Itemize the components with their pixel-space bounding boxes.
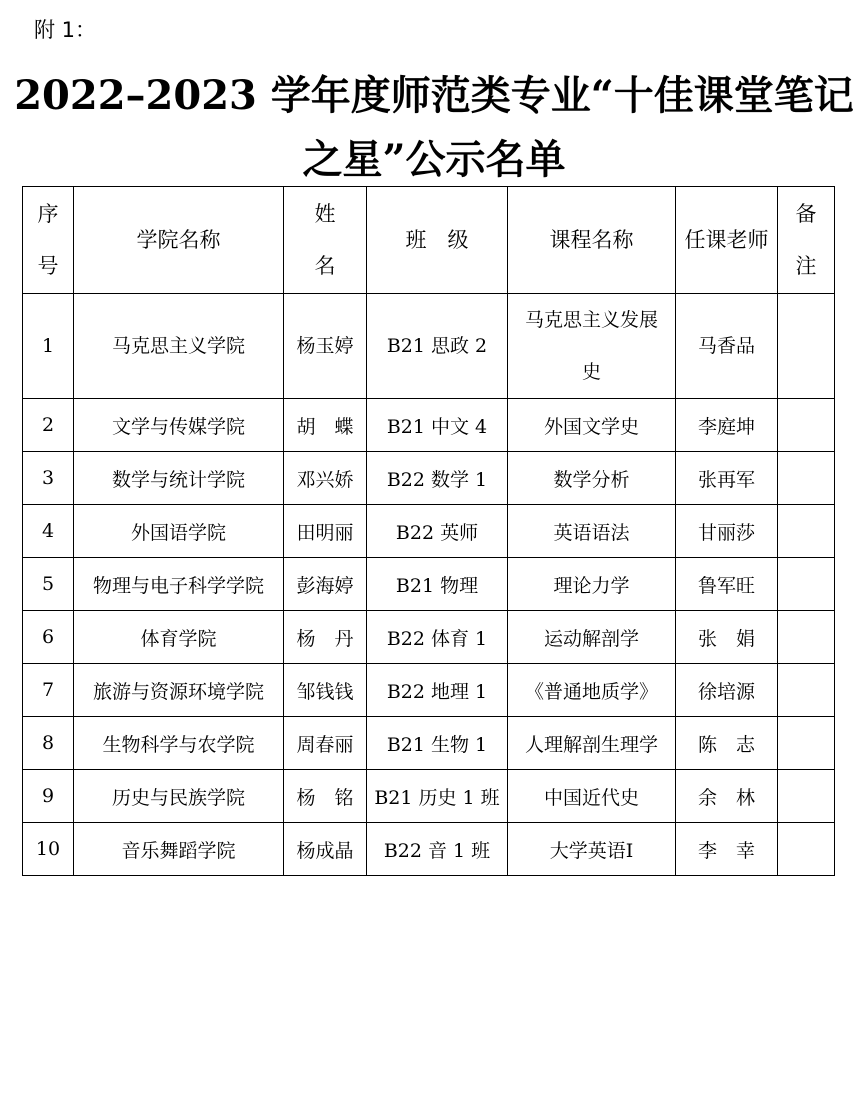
cell-seq: 8 <box>23 717 74 770</box>
cell-remark <box>778 770 835 823</box>
cell-remark <box>778 294 835 399</box>
cell-seq: 2 <box>23 399 74 452</box>
page-title-line-1: 2022–2023 学年度师范类专业“十佳课堂笔记 <box>14 72 854 119</box>
cell-college: 音乐舞蹈学院 <box>74 823 284 876</box>
cell-teacher: 陈 志 <box>676 717 778 770</box>
cell-teacher: 余 林 <box>676 770 778 823</box>
cell-college: 物理与电子科学学院 <box>74 558 284 611</box>
cell-remark <box>778 558 835 611</box>
cell-course: 《普通地质学》 <box>508 664 676 717</box>
cell-seq: 4 <box>23 505 74 558</box>
cell-name: 杨 铭 <box>284 770 367 823</box>
cell-teacher: 李 幸 <box>676 823 778 876</box>
page-title-line-2: 之星”公示名单 <box>302 136 566 183</box>
cell-class: B21 物理 <box>367 558 508 611</box>
cell-teacher: 张再军 <box>676 452 778 505</box>
cell-class: B22 音 1 班 <box>367 823 508 876</box>
cell-college: 马克思主义学院 <box>74 294 284 399</box>
table-row <box>23 294 835 399</box>
cell-class: B22 英师 <box>367 505 508 558</box>
cell-course: 人理解剖生理学 <box>508 717 676 770</box>
cell-seq: 5 <box>23 558 74 611</box>
table-row <box>23 558 835 611</box>
header-college: 学院名称 <box>74 187 284 294</box>
cell-seq: 6 <box>23 611 74 664</box>
cell-name: 田明丽 <box>284 505 367 558</box>
cell-seq: 3 <box>23 452 74 505</box>
header-class: 班 级 <box>367 187 508 294</box>
cell-seq: 7 <box>23 664 74 717</box>
cell-remark <box>778 611 835 664</box>
cell-course: 大学英语Ⅰ <box>508 823 676 876</box>
cell-remark <box>778 717 835 770</box>
table-row <box>23 399 835 452</box>
cell-college: 文学与传媒学院 <box>74 399 284 452</box>
cell-name: 杨成晶 <box>284 823 367 876</box>
table-header-row <box>23 187 835 294</box>
table-row <box>23 823 835 876</box>
cell-course: 英语语法 <box>508 505 676 558</box>
cell-college: 历史与民族学院 <box>74 770 284 823</box>
cell-teacher: 甘丽莎 <box>676 505 778 558</box>
cell-teacher: 马香品 <box>676 294 778 399</box>
roster-table <box>22 186 835 876</box>
cell-course: 理论力学 <box>508 558 676 611</box>
cell-class: B21 生物 1 <box>367 717 508 770</box>
table-row <box>23 717 835 770</box>
cell-college: 旅游与资源环境学院 <box>74 664 284 717</box>
cell-name: 杨 丹 <box>284 611 367 664</box>
cell-teacher: 张 娟 <box>676 611 778 664</box>
cell-class: B21 历史 1 班 <box>367 770 508 823</box>
cell-name: 彭海婷 <box>284 558 367 611</box>
table-row <box>23 452 835 505</box>
cell-seq: 10 <box>23 823 74 876</box>
cell-name: 周春丽 <box>284 717 367 770</box>
header-name: 姓名 <box>284 187 367 294</box>
header-remark: 备注 <box>778 187 835 294</box>
cell-remark <box>778 664 835 717</box>
cell-course: 外国文学史 <box>508 399 676 452</box>
cell-name: 邹钱钱 <box>284 664 367 717</box>
attachment-label: 附 1： <box>34 18 97 42</box>
cell-teacher: 鲁军旺 <box>676 558 778 611</box>
cell-college: 数学与统计学院 <box>74 452 284 505</box>
cell-college: 体育学院 <box>74 611 284 664</box>
cell-name: 胡 蝶 <box>284 399 367 452</box>
table-row <box>23 611 835 664</box>
table-row <box>23 770 835 823</box>
cell-class: B22 体育 1 <box>367 611 508 664</box>
cell-class: B21 中文 4 <box>367 399 508 452</box>
cell-name: 杨玉婷 <box>284 294 367 399</box>
table-row <box>23 505 835 558</box>
cell-teacher: 李庭坤 <box>676 399 778 452</box>
cell-class: B22 数学 1 <box>367 452 508 505</box>
cell-course: 数学分析 <box>508 452 676 505</box>
cell-college: 生物科学与农学院 <box>74 717 284 770</box>
header-teacher: 任课老师 <box>676 187 778 294</box>
cell-class: B21 思政 2 <box>367 294 508 399</box>
header-seq: 序号 <box>23 187 74 294</box>
cell-remark <box>778 399 835 452</box>
cell-remark <box>778 452 835 505</box>
cell-college: 外国语学院 <box>74 505 284 558</box>
cell-remark <box>778 823 835 876</box>
cell-seq: 1 <box>23 294 74 399</box>
cell-seq: 9 <box>23 770 74 823</box>
table-row <box>23 664 835 717</box>
header-course: 课程名称 <box>508 187 676 294</box>
cell-teacher: 徐培源 <box>676 664 778 717</box>
cell-course: 运动解剖学 <box>508 611 676 664</box>
cell-remark <box>778 505 835 558</box>
cell-name: 邓兴娇 <box>284 452 367 505</box>
cell-course: 马克思主义发展史 <box>508 294 676 399</box>
cell-class: B22 地理 1 <box>367 664 508 717</box>
cell-course: 中国近代史 <box>508 770 676 823</box>
